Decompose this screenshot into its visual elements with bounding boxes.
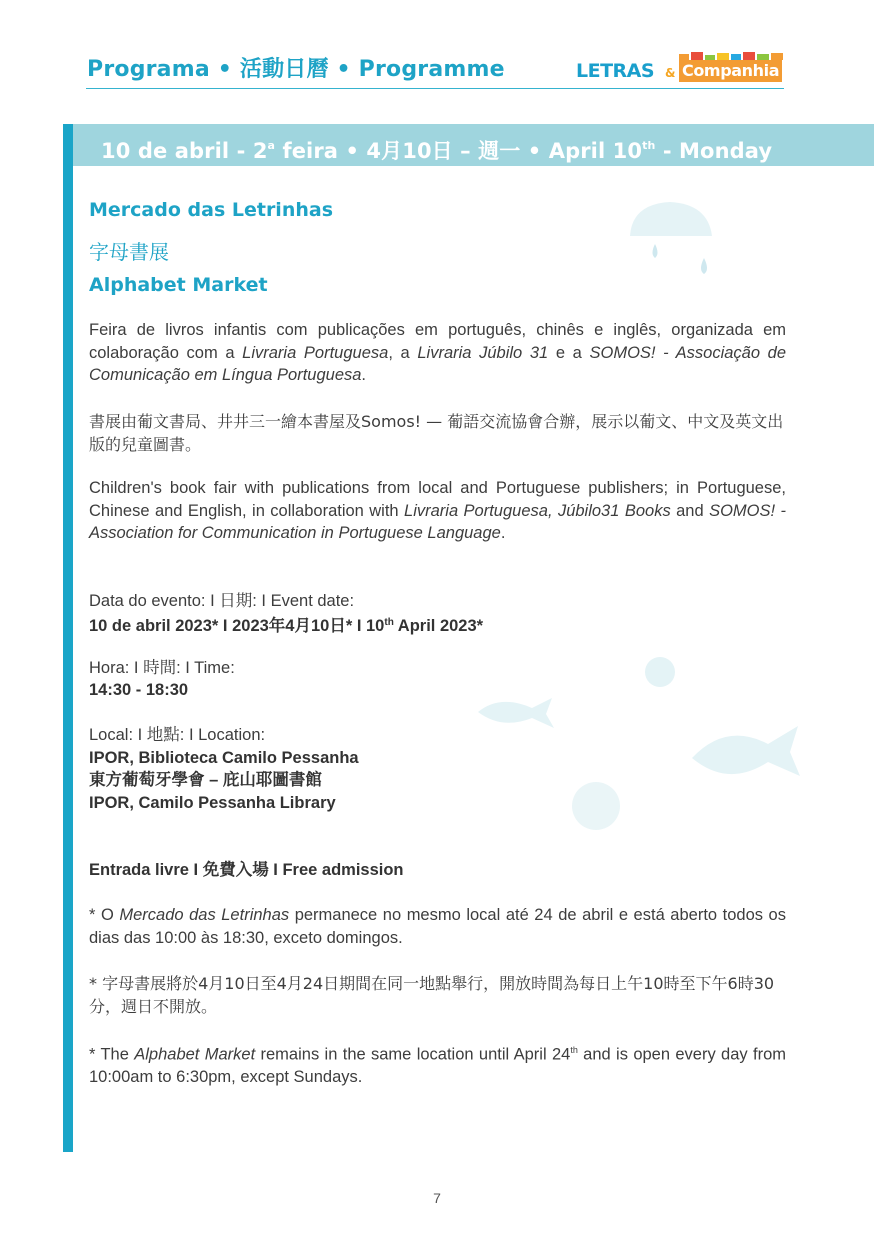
logo-companhia-text: Companhia (679, 60, 782, 82)
event-time-label: Hora: I 時間: I Time: (89, 659, 235, 677)
fish-small-decoration (470, 692, 560, 732)
date-band-text: 10 de abril - 2$^a$ feira • 4月10日 – 週一 • April 10th - Monday (101, 139, 773, 163)
cloud-rain-decoration (612, 196, 732, 286)
header-divider (86, 88, 784, 89)
header-title: Programa • 活動日曆 • Programme (87, 57, 505, 82)
description-zh: 書展由葡文書局、井井三一繪本書屋及Somos! — 葡語交流協會合辦，展示以葡文、中文及英文出版的兒童圖書。 (89, 412, 784, 454)
event-date-label: Data do evento: I 日期: I Event date: (89, 592, 355, 610)
event-location-label: Local: I 地點: I Location: (89, 726, 266, 744)
logo-ampersand: & (665, 66, 676, 80)
event-location-zh: 東方葡萄牙學會 – 庇山耶圖書館 (89, 771, 322, 789)
event-title-zh: 字母書展 (89, 240, 169, 264)
description-pt: Feira de livros infantis com publicações em português, chinês e inglês, organizada em colaboração com a Livraria Portuguesa, a Livraria Júbilo 31 e a SOMOS! - Associação de Comunicação em Língua Portuguesa. (89, 321, 787, 384)
logo-letras-text: LETRAS (576, 60, 655, 82)
page-number: 7 (433, 1190, 441, 1206)
event-location-en: IPOR, Camilo Pessanha Library (89, 794, 336, 812)
bubble-decoration (640, 652, 680, 692)
admission-info: Entrada livre I 免費入場 I Free admission (89, 861, 404, 879)
fish-large-decoration (686, 718, 806, 788)
event-title-en: Alphabet Market (89, 274, 268, 296)
description-en: Children's book fair with publications from local and Portuguese publishers; in Portuguese, Chinese and English, in collaboration with Livraria Portuguesa, Júbilo31 Books and SOMOS! - Association for Communication in Portuguese Language. (89, 479, 786, 542)
event-title-pt: Mercado das Letrinhas (89, 199, 334, 221)
letras-companhia-logo (576, 52, 788, 86)
event-location-pt: IPOR, Biblioteca Camilo Pessanha (89, 749, 359, 767)
logo-color-blocks (679, 52, 785, 60)
note-en: * The Alphabet Market remains in the same location until April 24th and is open every day from 10:00am to 6:30pm, except Sundays. (89, 1045, 787, 1086)
event-time-value: 14:30 - 18:30 (89, 681, 189, 699)
bubble-large-decoration (566, 776, 626, 836)
note-zh: * 字母書展將於4月10日至4月24日期間在同一地點舉行，開放時間為每日上午10時至下午6時30分，週日不開放。 (89, 974, 775, 1016)
event-date-value: 10 de abril 2023* I 2023年4月10日* I 10th April 2023* (89, 617, 484, 635)
left-accent-bar (63, 124, 73, 1152)
note-pt: * O Mercado das Letrinhas permanece no mesmo local até 24 de abril e está aberto todos os dias das 10:00 às 18:30, exceto domingos. (89, 906, 786, 947)
